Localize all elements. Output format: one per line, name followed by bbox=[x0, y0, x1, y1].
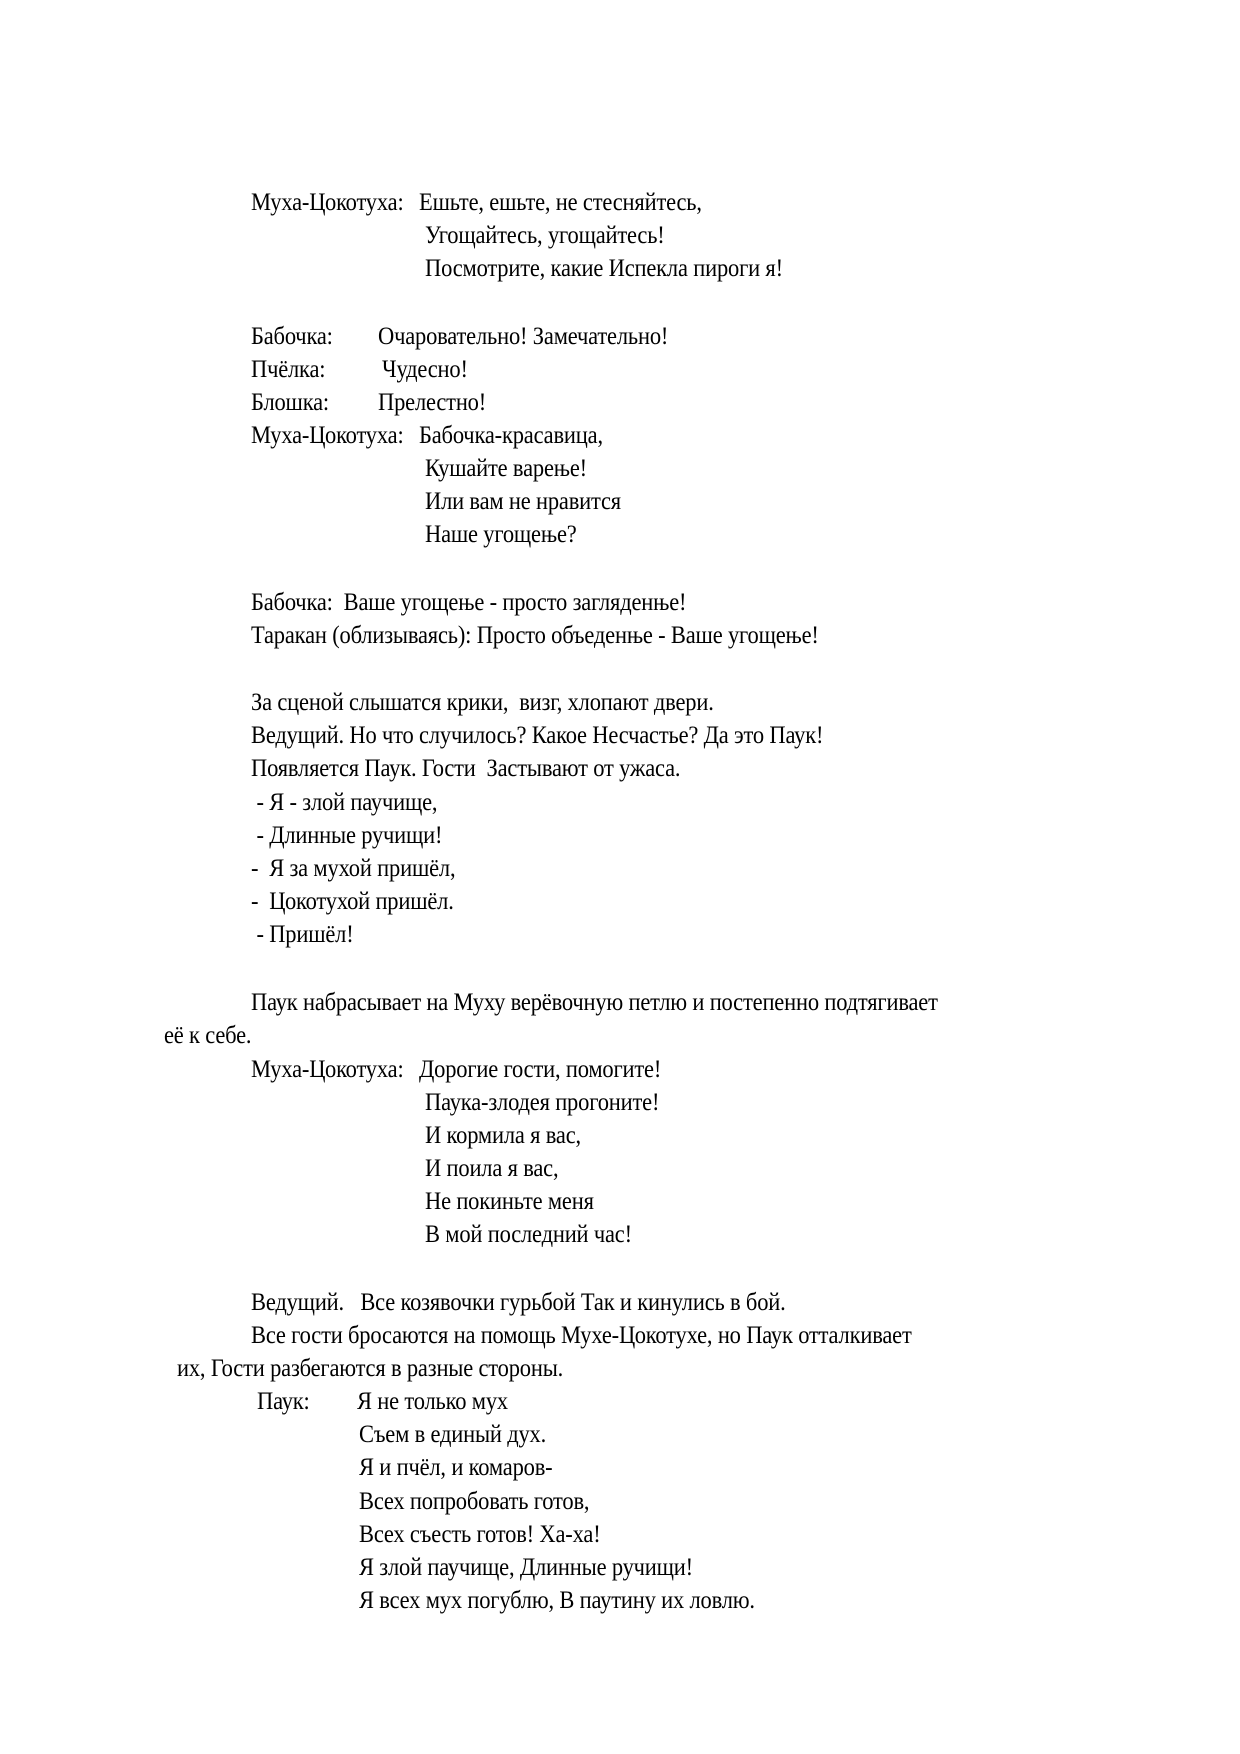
stage-direction: Все гости бросаются на помощь Мухе-Цокотухе, но Паук отталкивает bbox=[251, 1322, 912, 1349]
speaker-label: Муха-Цокотуха: bbox=[251, 1056, 404, 1083]
speaker-label: Пчёлка: bbox=[251, 356, 326, 383]
dialogue-line: Ведущий. Все козявочки гурьбой Так и кинулись в бой. bbox=[251, 1289, 786, 1316]
dialogue-line: Я всех мух погублю, В паутину их ловлю. bbox=[359, 1587, 755, 1614]
dialogue-line: Дорогие гости, помогите! bbox=[419, 1056, 662, 1083]
dialogue-line: Или вам не нравится bbox=[425, 488, 621, 515]
dialogue-line: Всех съесть готов! Ха-ха! bbox=[359, 1521, 601, 1548]
dialogue-line: Бабочка: Ваше угощење - просто загляденње! bbox=[251, 589, 687, 616]
dialogue-line: И поила я вас, bbox=[425, 1155, 559, 1182]
dialogue-line: Угощайтесь, угощайтесь! bbox=[425, 222, 665, 249]
dialogue-line: Ведущий. Но что случилось? Какое Несчастье? Да это Паук! bbox=[251, 722, 824, 749]
dialogue-line: Я злой паучище, Длинные ручищи! bbox=[359, 1554, 693, 1581]
dialogue-line: Прелестно! bbox=[378, 389, 487, 416]
dialogue-line: Посмотрите, какие Испекла пироги я! bbox=[425, 255, 783, 282]
dialogue-line: Бабочка-красавица, bbox=[419, 422, 603, 449]
stage-direction: их, Гости разбегаются в разные стороны. bbox=[177, 1355, 564, 1382]
dialogue-line: - Цокотухой пришёл. bbox=[251, 888, 454, 915]
dialogue-line: Очаровательно! Замечательно! bbox=[378, 323, 669, 350]
dialogue-line: Я и пчёл, и комаров- bbox=[359, 1454, 553, 1481]
dialogue-line: - Я за мухой пришёл, bbox=[251, 855, 456, 882]
speaker-label: Муха-Цокотуха: bbox=[251, 422, 404, 449]
dialogue-line: Всех попробовать готов, bbox=[359, 1488, 590, 1515]
dialogue-line: Наше угощење? bbox=[425, 521, 577, 548]
speaker-label: Муха-Цокотуха: bbox=[251, 189, 404, 216]
dialogue-line: - Длинные ручищи! bbox=[251, 822, 443, 849]
dialogue-line: - Пришёл! bbox=[251, 921, 354, 948]
speaker-label: Блошка: bbox=[251, 389, 330, 416]
dialogue-line: - Я - злой паучище, bbox=[251, 789, 438, 816]
dialogue-line: И кормила я вас, bbox=[425, 1122, 581, 1149]
dialogue-line: Я не только мух bbox=[357, 1388, 508, 1415]
dialogue-line: Чудесно! bbox=[382, 356, 468, 383]
dialogue-line: Съем в единый дух. bbox=[359, 1421, 547, 1448]
dialogue-line: Паука-злодея прогоните! bbox=[425, 1089, 660, 1116]
speaker-label: Бабочка: bbox=[251, 323, 333, 350]
stage-direction: За сценой слышатся крики, визг, хлопают двери. bbox=[251, 689, 714, 716]
stage-direction: Паук набрасывает на Муху верёвочную петлю и постепенно подтягивает bbox=[251, 989, 938, 1016]
stage-direction: Появляется Паук. Гости Застывают от ужаса. bbox=[251, 755, 681, 782]
dialogue-line: Не покиньте меня bbox=[425, 1188, 594, 1215]
dialogue-line: Ешьте, ешьте, не стесняйтесь, bbox=[419, 189, 702, 216]
dialogue-line: Таракан (облизываясь): Просто объеденње - Ваше угощење! bbox=[251, 622, 819, 649]
dialogue-line: Кушайте варење! bbox=[425, 455, 587, 482]
dialogue-line: В мой последний час! bbox=[425, 1221, 632, 1248]
speaker-label: Паук: bbox=[257, 1388, 310, 1415]
stage-direction: её к себе. bbox=[164, 1022, 252, 1049]
